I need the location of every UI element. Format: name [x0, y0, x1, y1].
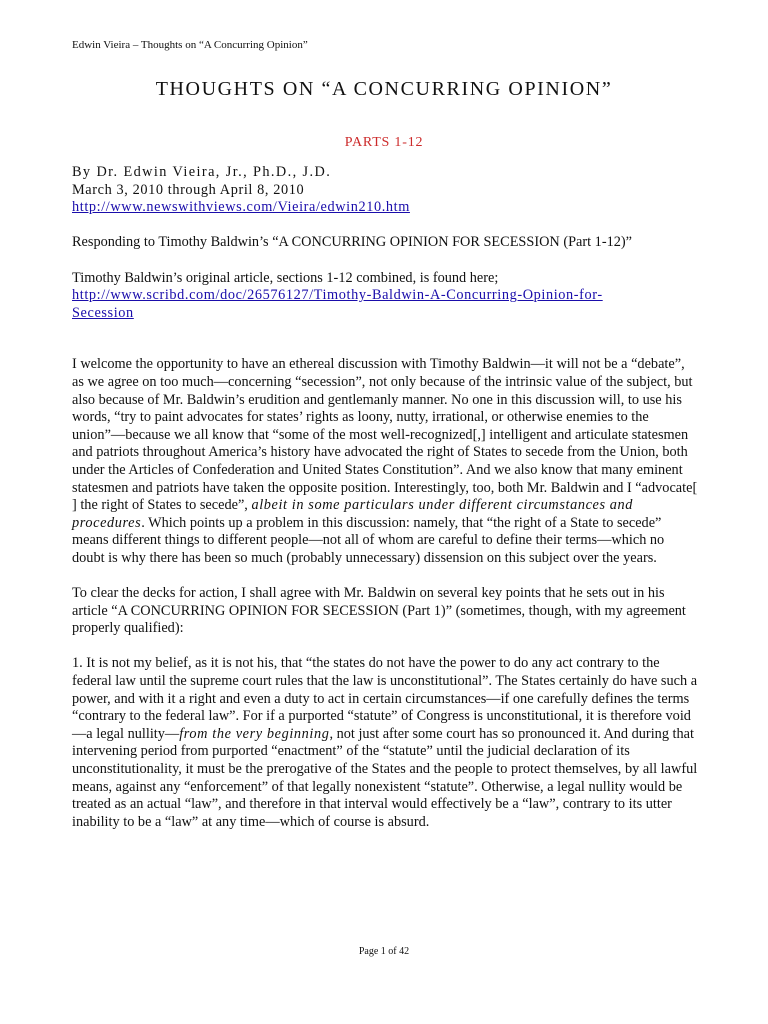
paragraph-point-1-emphasis: from the very beginning	[179, 725, 330, 742]
paragraph-clear-decks: To clear the decks for action, I shall agree with Mr. Baldwin on several key points that he sets out in his article “A CONCURRING OPINION FOR SECESSION (Part 1)” (sometimes, though, with my agreement properly qualified):	[72, 585, 686, 637]
paragraph-point-1-text: 1. It is not my belief, as it is not his, that “the states do not have the power to do any act contrary to the federal law until the supreme court rules that the law is unconstitutional”. The States certainly do have such a power, and with it a right and even a duty to act in certain circumstances—if one carefully defines the terms “contrary to the federal law”. For if a purported “statute” of Congress is unconstitutional, it is therefore void—a legal nullity—	[72, 655, 698, 742]
original-article-link-line1: http://www.scribd.com/doc/26576127/Timothy-Baldwin-A-Concurring-Opinion-for-	[72, 287, 603, 304]
running-header: Edwin Vieira – Thoughts on “A Concurring Opinion”	[72, 39, 308, 51]
responding-line: Responding to Timothy Baldwin’s “A CONCURRING OPINION FOR SECESSION (Part 1-12)”	[72, 234, 633, 251]
paragraph-opening-emphasis: albeit in some particulars under different circumstances and procedures	[72, 497, 634, 531]
source-article-link[interactable]: http://www.newswithviews.com/Vieira/edwin210.htm	[72, 199, 410, 216]
author-byline: By Dr. Edwin Vieira, Jr., Ph.D., J.D.	[72, 164, 332, 180]
document-title: THOUGHTS ON “A CONCURRING OPINION”	[155, 78, 613, 100]
document-body	[72, 164, 698, 849]
paragraph-point-1	[72, 655, 698, 831]
original-article-intro: Timothy Baldwin’s original article, sections 1-12 combined, is found here;	[72, 269, 499, 286]
original-article-link[interactable]	[72, 287, 603, 321]
document-subtitle: PARTS 1-12	[344, 135, 424, 150]
paragraph-opening-text-end: . Which points up a problem in this discussion: namely, that “the right of a State to secede” means different things to different people—not all of whom are careful to define their terms—which no doubt is why there has been so much (probably unnecessary) dissension on this subject over the years.	[72, 514, 665, 566]
original-article-link-line2: Secession	[72, 304, 134, 321]
paragraph-point-1-text-end: , not just after some court has so pronounced it. And during that intervening period from purported “enactment” of the “statute” until the judicial declaration of its unconstitutionality, it must be the prerogative of the States and the people to protect themselves, by all lawful means, against any “enforcement” of that legally nonexistent “statute”. Otherwise, a legal nullity would be treated as an actual “law”, and therefore in that interval would effectively be a “law”, contrary to its utter inability to be a “law” at any time—which of course is absurd.	[72, 725, 698, 830]
page-number: Page 1 of 42	[358, 946, 410, 957]
paragraph-opening-text: I welcome the opportunity to have an ethereal discussion with Timothy Baldwin—it will not be a “debate”, as we agree on too much—concerning “secession”, not only because of the intrinsic value of the subject, but also because of Mr. Baldwin’s erudition and gentlemanly manner. No one in this discussion will, to use his words, “try to paint advocates for states’ rights as loony, nutty, irrational, or otherwise enemies to the union”—because we all know that “some of the most well-recognized[,] intelligent and articulate statesmen and patriots throughout America’s history have advocated the right of States to secede from the Union, both under the Articles of Confederation and United States Constitution”. And we also know that many eminent statesmen and patriots have taken the opposite position. Interestingly, too, both Mr. Baldwin and I “advocate[ ] the right of States to secede”,	[72, 356, 698, 514]
paragraph-opening	[72, 356, 698, 567]
date-range: March 3, 2010 through April 8, 2010	[72, 181, 305, 198]
